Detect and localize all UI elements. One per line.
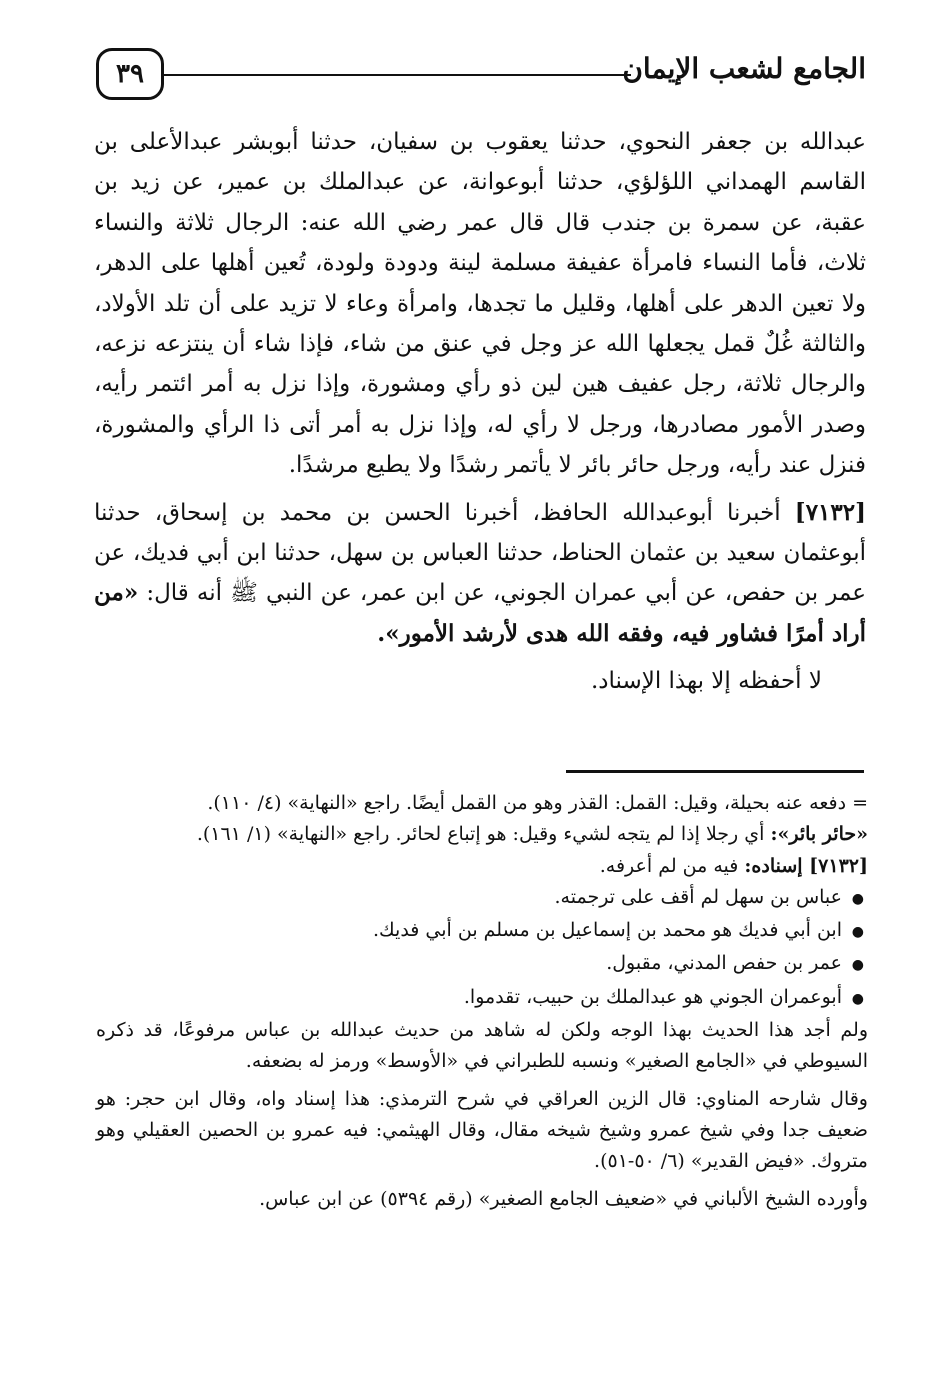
footnote-gloss [96, 819, 868, 850]
page-header [96, 48, 866, 102]
author-note: لا أحفظه إلا بهذا الإسناد. [590, 668, 822, 695]
footnote-paragraph: وأورده الشيخ الألباني في «ضعيف الجامع الصغير» (رقم ٥٣٩٤) عن ابن عباس. [259, 1187, 868, 1210]
hadith-chain: أخبرنا أبوعبدالله الحافظ، أخبرنا الحسن بن محمد بن إسحاق، حدثنا أبوعثمان سعيد بن عثمان الحناط، حدثنا العباس بن سهل، حدثنا ابن أبي فديك، عن عمر بن حفص، عن أبي عمران الجوني، عن ابن عمر، عن النبي ﷺ أنه قال: [94, 499, 866, 607]
narrator-list [96, 882, 868, 1015]
bullet-icon: ● [851, 990, 864, 1007]
running-title: الجامع لشعب الإيمان [622, 52, 866, 85]
isnad-term: [٧١٣٢] إسناده: [744, 854, 868, 877]
gloss-text: أي رجلا إذا لم يتجه لشيء وقيل: هو إتباع لحائر. راجع «النهاية» (١/ ١٦١). [196, 823, 771, 846]
footnote-separator [566, 770, 864, 773]
hadith-paragraph [94, 493, 866, 655]
gloss-term: «حائر بائر»: [770, 823, 868, 846]
footnotes [96, 788, 868, 1215]
page-number: ٣٩ [96, 48, 164, 100]
isnad-text: فيه من لم أعرفه. [599, 854, 745, 877]
bullet-icon: ● [851, 890, 864, 907]
narration-paragraph: عبدالله بن جعفر النحوي، حدثنا يعقوب بن سفيان، حدثنا أبوبشر عبدالأعلى بن القاسم الهمداني اللؤلؤي، حدثنا أبوعوانة، عن عبدالملك بن عمير، عن زيد بن عقبة، عن سمرة بن جندب قال قال عمر رضي الله عنه: الرجال ثلاثة والنساء ثلاث، فأما النساء فامرأة عفيفة مسلمة لينة ودودة ولودة، تُعين أهلها على الدهر، ولا تعين الدهر على أهلها، وقليل ما تجدها، وامرأة وعاء لا تزيد على أن تلد الأولاد، والثالثة غُلٌ قمل يجعلها الله عز وجل في عنق من شاء، فإذا شاء أن ينتزعه نزعه، والرجال ثلاثة، رجل عفيف هين لين ذو رأي ومشورة، وإذا نزل به أمر ائتمر رأيه، وصدر الأمور مصادرها، ورجل لا رأي له، وإذا نزل به أمر أتى ذا الرأي والمشورة، فنزل عند رأيه، ورجل حائر بائر لا يأتمر رشدًا ولا يطيع مرشدًا. [94, 129, 866, 479]
footnote-paragraph: وقال شارحه المناوي: قال الزين العراقي في شرح الترمذي: هذا إسناد واه، وقال ابن حجر: هو ضعيف جدا وفي شيخ عمرو وشيخ شيخه مقال، وقال الهيثمي: فيه عمرو بن الحصين العقيلي وهو متروك. «فيض القدير» (٦/ ٥٠-٥١). [96, 1087, 868, 1173]
list-item: ●ابن أبي فديك هو محمد بن إسماعيل بن مسلم بن أبي فديك. [96, 915, 864, 948]
list-item: ●عباس بن سهل لم أقف على ترجمته. [96, 882, 864, 915]
hadith-matn: «من أراد أمرًا فشاور فيه، وفقه الله هدى لأرشد الأمور». [94, 579, 866, 647]
list-item: ●عمر بن حفص المدني، مقبول. [96, 948, 864, 981]
footnote-continuation: = دفعه عنه بحيلة، وقيل: القمل: القذر وهو من القمل أيضًا. راجع «النهاية» (٤/ ١١٠). [207, 792, 868, 814]
header-rule [162, 74, 631, 76]
footnote-paragraph: ولم أجد هذا الحديث بهذا الوجه ولكن له شاهد من حديث عبدالله بن عباس مرفوعًا، قد ذكره السيوطي في «الجامع الصغير» ونسبه للطبراني في «الأوسط» ورمز له بضعفه. [96, 1019, 868, 1073]
main-text [94, 122, 866, 702]
list-item: ●أبوعمران الجوني هو عبدالملك بن حبيب، تقدموا. [96, 982, 864, 1015]
hadith-number: [٧١٣٢] [794, 498, 866, 526]
footnote-isnad [96, 851, 868, 882]
bullet-icon: ● [851, 924, 864, 941]
bullet-icon: ● [851, 957, 864, 974]
